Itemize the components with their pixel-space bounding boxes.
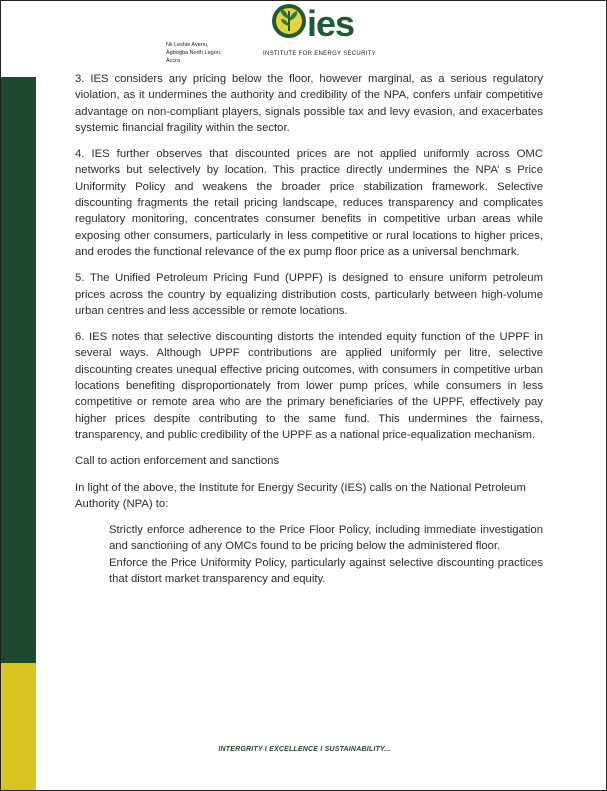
left-yellow-band	[1, 663, 36, 790]
action-item: Enforce the Price Uniformity Policy, particularly against selective discounting practices that distort market transparency and equity.	[109, 556, 543, 586]
address-line: Nii Leshie Avenu,	[166, 42, 209, 48]
paragraph-6: 6. IES notes that selective discounting distorts the intended equity function of the UPPF in several ways. Although UPPF contributions are applied uniformly per litre, selective discounting creates unequal effective pricing outcomes, with consumers in competitive urban locations benefiting disproportionately from lower pump prices, while consumers in less competitive or remote area who are the primary beneficiaries of the UPPF, effectively pay higher prices despite contributing to the same fund. This undermines the fairness, transparency, and public credibility of the UPPF as a national price-equalization mechanism.	[75, 331, 543, 441]
paragraph-4: 4. IES further observes that discounted prices are not applied uniformly across OMC networks but selectively by location. This practice directly undermines the NPA’ s Price Uniformity Policy and weakens the broader price stabilization framework. Selective discounting fragments the retail pricing landscape, reduces transparency and complicates regulatory monitoring, concentrates consumer benefits in competitive urban areas while exposing other consumers, particularly in less competitive or rural locations to higher prices, and erodes the functional relevance of the ex pump floor price as a universal benchmark.	[75, 148, 543, 258]
paragraph-3: 3. IES considers any pricing below the floor, however marginal, as a serious regulatory violation, as it undermines the authority and credibility of the NPA, confers unfair competitive advantage on non-compliant players, signals possible tax and levy evasion, and exacerbates systemic financial fragility within the sector.	[75, 73, 543, 134]
section-heading: Call to action enforcement and sanctions	[75, 455, 280, 468]
paragraph-5: 5. The Unified Petroleum Pricing Fund (UPPF) is designed to ensure uniform petroleum prices across the country by equalizing distribution costs, particularly between high-volume urban centres and less accessible or remote locations.	[75, 272, 543, 317]
footer-tagline: INTERGRITY I EXCELLENCE I SUSTAINABILITY...	[218, 746, 391, 753]
action-item: Strictly enforce adherence to the Price Floor Policy, including immediate investigation and sanctioning of any OMCs found to be pricing below the administered floor.	[109, 524, 543, 553]
address-block	[166, 41, 221, 65]
intro-paragraph: In light of the above, the Institute for Energy Security (IES) calls on the National Petroleum Authority (NPA) to:	[75, 481, 526, 510]
address-line: Accra	[166, 58, 181, 64]
document-body	[75, 71, 543, 587]
address-line: Agbogba North Legon,	[166, 50, 222, 56]
organization-name: INSTITUTE FOR ENERGY SECURITY	[263, 51, 376, 57]
logo-wordmark: ies	[307, 3, 355, 44]
action-list	[109, 522, 543, 587]
left-green-band	[1, 77, 36, 663]
